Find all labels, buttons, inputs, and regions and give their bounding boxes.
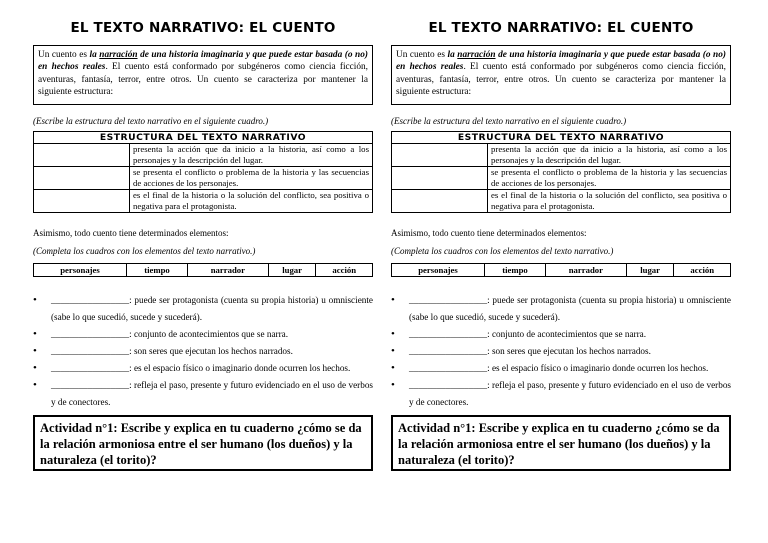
definition-item: • _________________: conjunto de acontecimientos que se narra. [391,326,731,343]
structure-blank-cell[interactable] [34,167,130,190]
element-cell: tiempo [485,264,546,277]
answer-blank[interactable]: _________________ [51,295,130,305]
answer-blank[interactable]: _________________ [409,329,488,339]
structure-blank-cell[interactable] [392,190,488,213]
structure-table-header: ESTRUCTURA DEL TEXTO NARRATIVO [392,132,731,144]
page-title: EL TEXTO NARRATIVO: EL CUENTO [70,20,336,36]
page-title: EL TEXTO NARRATIVO: EL CUENTO [428,20,694,36]
element-cell: tiempo [127,264,188,277]
element-cell: personajes [392,264,485,277]
structure-row-text: es el final de la historia o la solución del conflicto, sea positiva o negativa para el protagonista. [488,190,731,213]
intro-text: Un cuento es [38,50,90,60]
element-cell: narrador [545,264,626,277]
answer-blank[interactable]: _________________ [409,295,488,305]
intro-text-end: . El cuento está conformado por subgéneros como ciencia ficción, aventuras, fantasía, terror, entre otros. Un cuento se caracteriza por mantener la siguiente estructura: [38,62,368,98]
elements-instruction: (Completa los cuadros con los elementos del texto narrativo.) [33,246,256,256]
intro-text-end: . El cuento está conformado por subgéneros como ciencia ficción, aventuras, fantasía, terror, entre otros. Un cuento se caracteriza por mantener la siguiente estructura: [396,62,726,98]
structure-table-header: ESTRUCTURA DEL TEXTO NARRATIVO [34,132,373,144]
structure-row-text: se presenta el conflicto o problema de la historia y las secuencias de acciones de los personajes. [130,167,373,190]
structure-blank-cell[interactable] [392,167,488,190]
structure-row-text: presenta la acción que da inicio a la historia, así como a los personajes y la descripción del lugar. [130,144,373,167]
definitions-list [391,292,731,411]
structure-blank-cell[interactable] [34,190,130,213]
worksheet-column-right [391,0,731,471]
intro-box [33,45,373,105]
element-cell: lugar [626,264,674,277]
answer-blank[interactable]: _________________ [51,363,130,373]
answer-blank[interactable]: _________________ [51,380,130,390]
element-cell: personajes [34,264,127,277]
elements-table [391,263,731,277]
structure-instruction: (Escribe la estructura del texto narrativo en el siguiente cuadro.) [391,116,627,126]
answer-blank[interactable]: _________________ [409,380,488,390]
answer-blank[interactable]: _________________ [51,346,130,356]
elements-intro: Asimismo, todo cuento tiene determinados elementos: [391,228,587,238]
definition-item: • _________________: refleja el paso, presente y futuro evidenciado en el uso de verbos y de conectores. [33,377,373,411]
definition-item: • _________________: puede ser protagonista (cuenta su propia historia) u omnisciente (sabe lo que sucedió, sucede y sucederá). [391,292,731,326]
structure-row-text: presenta la acción que da inicio a la historia, así como a los personajes y la descripción del lugar. [488,144,731,167]
structure-table [33,131,373,213]
worksheet-column-left [33,0,373,471]
intro-bold: la narración de una historia imaginaria y que puede estar basada (o no) en hechos reales [396,50,726,73]
structure-row-text: es el final de la historia o la solución del conflicto, sea positiva o negativa para el protagonista. [130,190,373,213]
definitions-list [33,292,373,411]
structure-instruction: (Escribe la estructura del texto narrativo en el siguiente cuadro.) [33,116,269,126]
definition-item: • _________________: son seres que ejecutan los hechos narrados. [33,343,373,360]
elements-table [33,263,373,277]
activity-box: Actividad n°1: Escribe y explica en tu cuaderno ¿cómo se da la relación armoniosa entre el ser humano (los dueños) y la naturaleza (el torito)? [391,415,731,471]
definition-item: • _________________: puede ser protagonista (cuenta su propia historia) u omnisciente (sabe lo que sucedió, sucede y sucederá). [33,292,373,326]
intro-box [391,45,731,105]
answer-blank[interactable]: _________________ [409,346,488,356]
activity-box: Actividad n°1: Escribe y explica en tu cuaderno ¿cómo se da la relación armoniosa entre el ser humano (los dueños) y la naturaleza (el torito)? [33,415,373,471]
elements-instruction: (Completa los cuadros con los elementos del texto narrativo.) [391,246,614,256]
element-cell: narrador [187,264,268,277]
elements-intro: Asimismo, todo cuento tiene determinados elementos: [33,228,229,238]
answer-blank[interactable]: _________________ [409,363,488,373]
structure-blank-cell[interactable] [34,144,130,167]
definition-item: • _________________: son seres que ejecutan los hechos narrados. [391,343,731,360]
structure-row-text: se presenta el conflicto o problema de la historia y las secuencias de acciones de los personajes. [488,167,731,190]
intro-bold: la narración de una historia imaginaria y que puede estar basada (o no) en hechos reales [38,50,368,73]
element-cell: lugar [268,264,316,277]
definition-item: • _________________: conjunto de acontecimientos que se narra. [33,326,373,343]
element-cell: acción [674,264,731,277]
definition-item: • _________________: es el espacio físico o imaginario donde ocurren los hechos. [33,360,373,377]
element-cell: acción [316,264,373,277]
structure-blank-cell[interactable] [392,144,488,167]
definition-item: • _________________: refleja el paso, presente y futuro evidenciado en el uso de verbos y de conectores. [391,377,731,411]
structure-table [391,131,731,213]
intro-text: Un cuento es [396,50,448,60]
answer-blank[interactable]: _________________ [51,329,130,339]
definition-item: • _________________: es el espacio físico o imaginario donde ocurren los hechos. [391,360,731,377]
